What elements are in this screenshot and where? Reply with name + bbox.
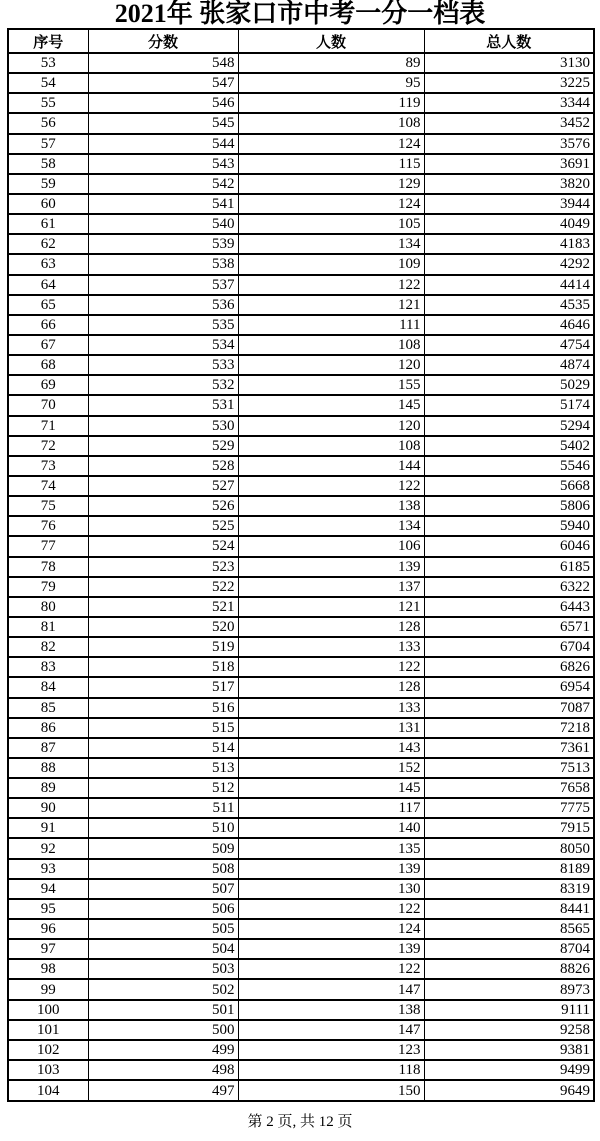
cell-index: 65 [8,295,88,315]
cell-total: 8973 [424,979,594,999]
cell-total: 4874 [424,355,594,375]
cell-count: 120 [238,416,424,436]
cell-score: 505 [88,919,238,939]
header-score: 分数 [88,29,238,53]
cell-index: 72 [8,436,88,456]
cell-index: 89 [8,778,88,798]
cell-score: 541 [88,194,238,214]
cell-total: 9649 [424,1080,594,1101]
cell-index: 63 [8,254,88,274]
cell-index: 58 [8,154,88,174]
cell-total: 4414 [424,275,594,295]
cell-index: 55 [8,93,88,113]
cell-score: 515 [88,718,238,738]
cell-score: 516 [88,698,238,718]
cell-count: 150 [238,1080,424,1101]
cell-index: 67 [8,335,88,355]
page-footer: 第 2 页, 共 12 页 [247,1114,353,1130]
cell-index: 54 [8,73,88,93]
table-row [8,73,594,93]
table-row [8,657,594,677]
cell-total: 3576 [424,134,594,154]
cell-index: 91 [8,818,88,838]
cell-index: 56 [8,113,88,133]
cell-total: 9499 [424,1060,594,1080]
cell-total: 5668 [424,476,594,496]
cell-score: 524 [88,536,238,556]
cell-score: 513 [88,758,238,778]
table-body [8,53,594,1101]
cell-total: 6826 [424,657,594,677]
cell-score: 528 [88,456,238,476]
cell-count: 134 [238,516,424,536]
cell-index: 69 [8,375,88,395]
cell-total: 8189 [424,859,594,879]
cell-total: 6704 [424,637,594,657]
table-row [8,275,594,295]
table-row [8,939,594,959]
table-row [8,154,594,174]
cell-score: 503 [88,959,238,979]
cell-count: 138 [238,1000,424,1020]
table-row [8,93,594,113]
table-row [8,395,594,415]
cell-score: 521 [88,597,238,617]
cell-score: 504 [88,939,238,959]
cell-index: 101 [8,1020,88,1040]
cell-total: 8319 [424,879,594,899]
cell-score: 523 [88,557,238,577]
cell-index: 103 [8,1060,88,1080]
cell-score: 497 [88,1080,238,1101]
table-row [8,1000,594,1020]
cell-count: 135 [238,838,424,858]
cell-count: 139 [238,557,424,577]
cell-score: 547 [88,73,238,93]
cell-score: 527 [88,476,238,496]
table-row [8,113,594,133]
cell-total: 6954 [424,677,594,697]
cell-count: 122 [238,899,424,919]
cell-score: 501 [88,1000,238,1020]
cell-total: 8565 [424,919,594,939]
cell-count: 122 [238,275,424,295]
cell-index: 75 [8,496,88,516]
cell-total: 5402 [424,436,594,456]
cell-total: 7218 [424,718,594,738]
cell-count: 147 [238,1020,424,1040]
cell-count: 137 [238,577,424,597]
cell-index: 74 [8,476,88,496]
cell-count: 108 [238,335,424,355]
cell-count: 134 [238,234,424,254]
cell-index: 100 [8,1000,88,1020]
cell-total: 7361 [424,738,594,758]
cell-score: 519 [88,637,238,657]
cell-index: 76 [8,516,88,536]
cell-score: 514 [88,738,238,758]
table-row [8,677,594,697]
cell-index: 94 [8,879,88,899]
table-row [8,1020,594,1040]
cell-score: 540 [88,214,238,234]
cell-total: 3130 [424,53,594,73]
cell-count: 121 [238,597,424,617]
cell-count: 129 [238,174,424,194]
cell-index: 59 [8,174,88,194]
table-row [8,637,594,657]
cell-score: 498 [88,1060,238,1080]
cell-count: 152 [238,758,424,778]
cell-count: 117 [238,798,424,818]
cell-count: 138 [238,496,424,516]
cell-score: 512 [88,778,238,798]
table-row [8,959,594,979]
header-index: 序号 [8,29,88,53]
cell-index: 68 [8,355,88,375]
cell-index: 81 [8,617,88,637]
table-row [8,53,594,73]
cell-index: 98 [8,959,88,979]
cell-total: 4535 [424,295,594,315]
cell-index: 96 [8,919,88,939]
cell-total: 9111 [424,1000,594,1020]
cell-score: 544 [88,134,238,154]
cell-index: 84 [8,677,88,697]
cell-total: 9258 [424,1020,594,1040]
cell-count: 139 [238,939,424,959]
cell-index: 79 [8,577,88,597]
cell-score: 543 [88,154,238,174]
cell-total: 3452 [424,113,594,133]
cell-total: 6322 [424,577,594,597]
cell-score: 538 [88,254,238,274]
cell-total: 6185 [424,557,594,577]
cell-total: 5806 [424,496,594,516]
cell-total: 4183 [424,234,594,254]
table-row [8,758,594,778]
table-row [8,738,594,758]
cell-count: 145 [238,395,424,415]
cell-index: 82 [8,637,88,657]
cell-index: 53 [8,53,88,73]
table-row [8,536,594,556]
cell-index: 70 [8,395,88,415]
header-row [8,29,594,53]
cell-score: 537 [88,275,238,295]
cell-index: 92 [8,838,88,858]
cell-score: 531 [88,395,238,415]
table-row [8,315,594,335]
cell-index: 95 [8,899,88,919]
cell-count: 155 [238,375,424,395]
cell-total: 5029 [424,375,594,395]
table-row [8,838,594,858]
cell-total: 7915 [424,818,594,838]
table-row [8,979,594,999]
cell-index: 97 [8,939,88,959]
header-total: 总人数 [424,29,594,53]
cell-total: 5940 [424,516,594,536]
cell-count: 118 [238,1060,424,1080]
cell-total: 4646 [424,315,594,335]
cell-count: 128 [238,617,424,637]
cell-score: 542 [88,174,238,194]
cell-total: 9381 [424,1040,594,1060]
cell-total: 5174 [424,395,594,415]
page-title: 2021年 张家口市中考一分一档表 [114,0,486,28]
cell-index: 78 [8,557,88,577]
cell-score: 500 [88,1020,238,1040]
cell-count: 122 [238,959,424,979]
cell-count: 147 [238,979,424,999]
cell-score: 518 [88,657,238,677]
cell-count: 140 [238,818,424,838]
cell-count: 122 [238,476,424,496]
cell-score: 529 [88,436,238,456]
cell-index: 99 [8,979,88,999]
table-row [8,617,594,637]
cell-count: 111 [238,315,424,335]
cell-score: 530 [88,416,238,436]
cell-index: 60 [8,194,88,214]
cell-index: 83 [8,657,88,677]
cell-index: 93 [8,859,88,879]
table-row [8,375,594,395]
cell-total: 7658 [424,778,594,798]
cell-score: 535 [88,315,238,335]
cell-total: 3820 [424,174,594,194]
cell-total: 7775 [424,798,594,818]
header-count: 人数 [238,29,424,53]
cell-count: 123 [238,1040,424,1060]
cell-total: 4754 [424,335,594,355]
cell-count: 128 [238,677,424,697]
table-row [8,577,594,597]
table-row [8,597,594,617]
cell-total: 8441 [424,899,594,919]
table-row [8,778,594,798]
cell-score: 506 [88,899,238,919]
cell-count: 109 [238,254,424,274]
cell-score: 520 [88,617,238,637]
cell-score: 511 [88,798,238,818]
cell-total: 8050 [424,838,594,858]
table-row [8,557,594,577]
table-row [8,899,594,919]
cell-count: 124 [238,194,424,214]
cell-total: 3344 [424,93,594,113]
cell-score: 525 [88,516,238,536]
cell-score: 534 [88,335,238,355]
table-row [8,214,594,234]
cell-count: 145 [238,778,424,798]
cell-total: 4292 [424,254,594,274]
table-row [8,516,594,536]
cell-total: 6443 [424,597,594,617]
cell-count: 131 [238,718,424,738]
table-row [8,355,594,375]
cell-total: 6046 [424,536,594,556]
cell-total: 3944 [424,194,594,214]
cell-index: 86 [8,718,88,738]
cell-score: 508 [88,859,238,879]
cell-total: 3225 [424,73,594,93]
cell-total: 8704 [424,939,594,959]
cell-count: 133 [238,698,424,718]
cell-score: 509 [88,838,238,858]
cell-score: 499 [88,1040,238,1060]
cell-index: 104 [8,1080,88,1101]
table-row [8,234,594,254]
cell-count: 124 [238,919,424,939]
table-row [8,1080,594,1101]
cell-score: 502 [88,979,238,999]
cell-total: 7513 [424,758,594,778]
cell-count: 121 [238,295,424,315]
table-row [8,254,594,274]
cell-score: 532 [88,375,238,395]
table-row [8,194,594,214]
cell-index: 90 [8,798,88,818]
cell-count: 124 [238,134,424,154]
cell-index: 77 [8,536,88,556]
table-row [8,859,594,879]
cell-count: 139 [238,859,424,879]
table-row [8,698,594,718]
cell-index: 71 [8,416,88,436]
table-row [8,1040,594,1060]
cell-count: 106 [238,536,424,556]
cell-count: 108 [238,113,424,133]
cell-index: 64 [8,275,88,295]
cell-index: 62 [8,234,88,254]
table-row [8,134,594,154]
cell-total: 7087 [424,698,594,718]
cell-count: 115 [238,154,424,174]
cell-total: 5546 [424,456,594,476]
cell-count: 89 [238,53,424,73]
cell-score: 533 [88,355,238,375]
table-row [8,879,594,899]
cell-count: 119 [238,93,424,113]
table-row [8,919,594,939]
cell-count: 95 [238,73,424,93]
cell-count: 133 [238,637,424,657]
cell-index: 80 [8,597,88,617]
cell-score: 548 [88,53,238,73]
cell-score: 510 [88,818,238,838]
cell-index: 88 [8,758,88,778]
cell-index: 61 [8,214,88,234]
cell-index: 57 [8,134,88,154]
cell-total: 6571 [424,617,594,637]
cell-count: 120 [238,355,424,375]
cell-count: 122 [238,657,424,677]
cell-score: 539 [88,234,238,254]
cell-score: 546 [88,93,238,113]
score-table [7,28,595,1102]
cell-score: 507 [88,879,238,899]
table-row [8,456,594,476]
table-row [8,295,594,315]
cell-index: 102 [8,1040,88,1060]
table-row [8,798,594,818]
cell-total: 5294 [424,416,594,436]
cell-score: 517 [88,677,238,697]
cell-index: 85 [8,698,88,718]
table-row [8,174,594,194]
cell-count: 130 [238,879,424,899]
cell-index: 87 [8,738,88,758]
cell-score: 526 [88,496,238,516]
cell-count: 108 [238,436,424,456]
cell-total: 3691 [424,154,594,174]
cell-total: 8826 [424,959,594,979]
cell-count: 144 [238,456,424,476]
cell-score: 522 [88,577,238,597]
cell-total: 4049 [424,214,594,234]
table-row [8,436,594,456]
cell-count: 143 [238,738,424,758]
cell-score: 545 [88,113,238,133]
cell-count: 105 [238,214,424,234]
table-row [8,718,594,738]
cell-index: 66 [8,315,88,335]
table-row [8,818,594,838]
table-row [8,1060,594,1080]
cell-index: 73 [8,456,88,476]
table-row [8,476,594,496]
cell-score: 536 [88,295,238,315]
table-row [8,335,594,355]
table-row [8,416,594,436]
table-row [8,496,594,516]
